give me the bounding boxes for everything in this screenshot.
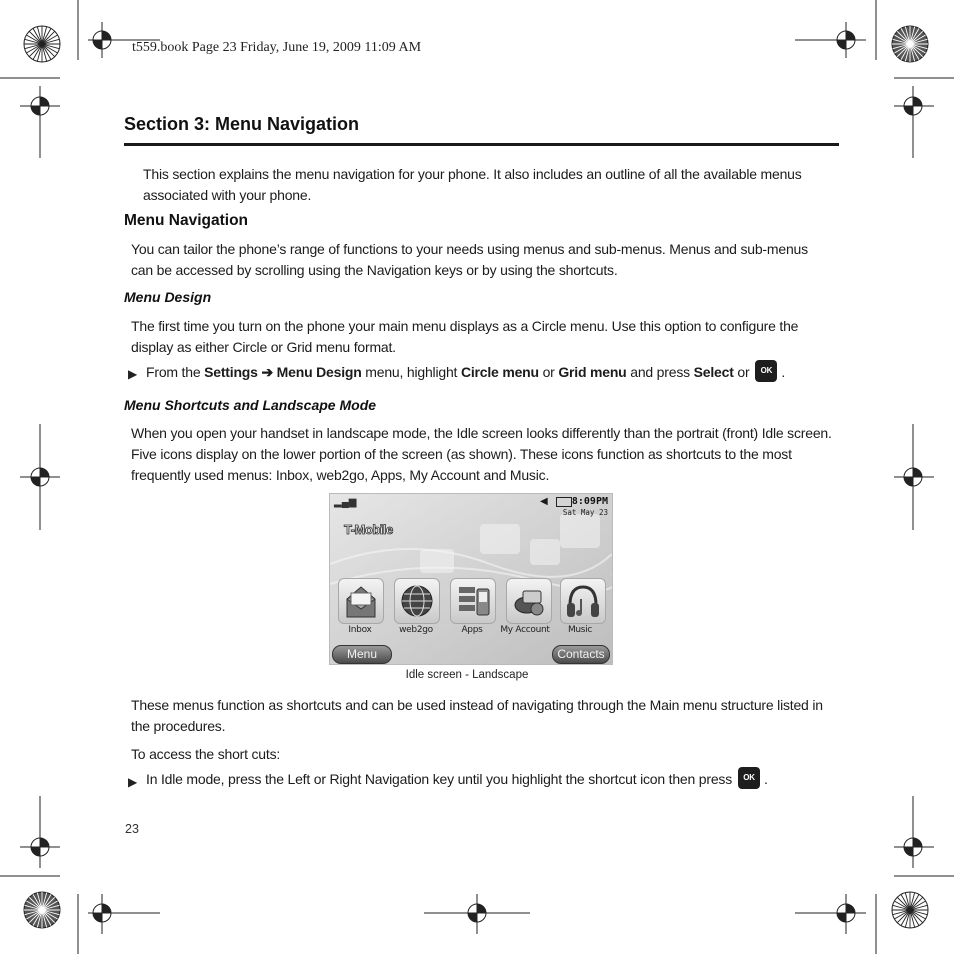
ok-key-icon-2: OK bbox=[738, 767, 760, 789]
shortcut-web2go[interactable] bbox=[394, 578, 440, 624]
clock-time: 8:09PM bbox=[571, 496, 608, 507]
clock-date: Sat May 23 bbox=[562, 508, 608, 517]
account-icon bbox=[507, 579, 551, 623]
menu-design-heading: Menu Design bbox=[124, 289, 212, 305]
shortcuts-body: When you open your handset in landscape mode, the Idle screen looks differently than the portrait (front) Idle screen. Five icons display on the lower portion of the screen (as shown). These icons function as shortcuts to the most frequently used menus: Inbox, web2go, Apps, My Account and Music. bbox=[131, 425, 832, 483]
headphones-icon bbox=[561, 579, 605, 623]
menu-navigation-heading: Menu Navigation bbox=[124, 212, 249, 229]
signal-icon: ▂▄▆ bbox=[334, 497, 357, 508]
shortcut-label-apps: Apps bbox=[461, 625, 483, 635]
battery-icon bbox=[556, 497, 572, 507]
bullet-icon: ▶ bbox=[128, 367, 138, 381]
idle-screen-landscape bbox=[329, 493, 613, 665]
speaker-icon: ◀ bbox=[540, 496, 548, 507]
shortcut-label-music: Music bbox=[567, 625, 593, 635]
shortcut-my-account[interactable] bbox=[506, 578, 552, 624]
apps-icon bbox=[451, 579, 495, 623]
page-number: 23 bbox=[125, 822, 139, 836]
shortcuts-after-body: These menus function as shortcuts and can be used instead of navigating through the Main menu structure listed in the procedures. bbox=[131, 697, 823, 734]
ok-key-icon: OK bbox=[755, 360, 777, 382]
menu-design-body: The first time you turn on the phone your main menu displays as a Circle menu. Use this option to configure the display as either Circle or Grid menu format. bbox=[131, 318, 799, 355]
section-title: Section 3: Menu Navigation bbox=[124, 114, 360, 134]
shortcuts-access: To access the short cuts: bbox=[131, 746, 281, 762]
shortcut-label-inbox: Inbox bbox=[348, 625, 372, 635]
section-intro: This section explains the menu navigation for your phone. It also includes an outline of all the available menus associated with your phone. bbox=[143, 166, 802, 203]
shortcut-music[interactable] bbox=[560, 578, 606, 624]
menu-navigation-body: You can tailor the phone’s range of functions to your needs using menus and sub-menus. Menus and sub-menus can be accessed by scrolling using the Navigation keys or by using the shortcuts. bbox=[131, 241, 808, 278]
globe-icon bbox=[395, 579, 439, 623]
carrier-name: T-Mobile bbox=[344, 522, 393, 537]
bullet-icon-2: ▶ bbox=[128, 775, 138, 789]
status-bar bbox=[330, 494, 612, 518]
menu-soft-key[interactable]: Menu bbox=[332, 645, 392, 664]
shortcuts-heading: Menu Shortcuts and Landscape Mode bbox=[124, 397, 377, 413]
menu-design-step: From the Settings ➔ Menu Design menu, highlight Circle menu or Grid menu and press Select or OK . bbox=[146, 362, 836, 384]
shortcut-label-web2go: web2go bbox=[399, 625, 433, 635]
book-header-line: t559.book Page 23 Friday, June 19, 2009 11:09 AM bbox=[132, 40, 422, 55]
shortcut-apps[interactable] bbox=[450, 578, 496, 624]
contacts-soft-key[interactable]: Contacts bbox=[552, 645, 610, 664]
shortcut-inbox[interactable] bbox=[338, 578, 384, 624]
figure-caption: Idle screen - Landscape bbox=[405, 669, 529, 681]
title-rule bbox=[124, 143, 839, 146]
shortcuts-step: In Idle mode, press the Left or Right Navigation key until you highlight the shortcut icon then press OK . bbox=[146, 769, 836, 791]
shortcut-label-my-account: My Account bbox=[500, 625, 550, 635]
envelope-icon bbox=[339, 579, 383, 623]
